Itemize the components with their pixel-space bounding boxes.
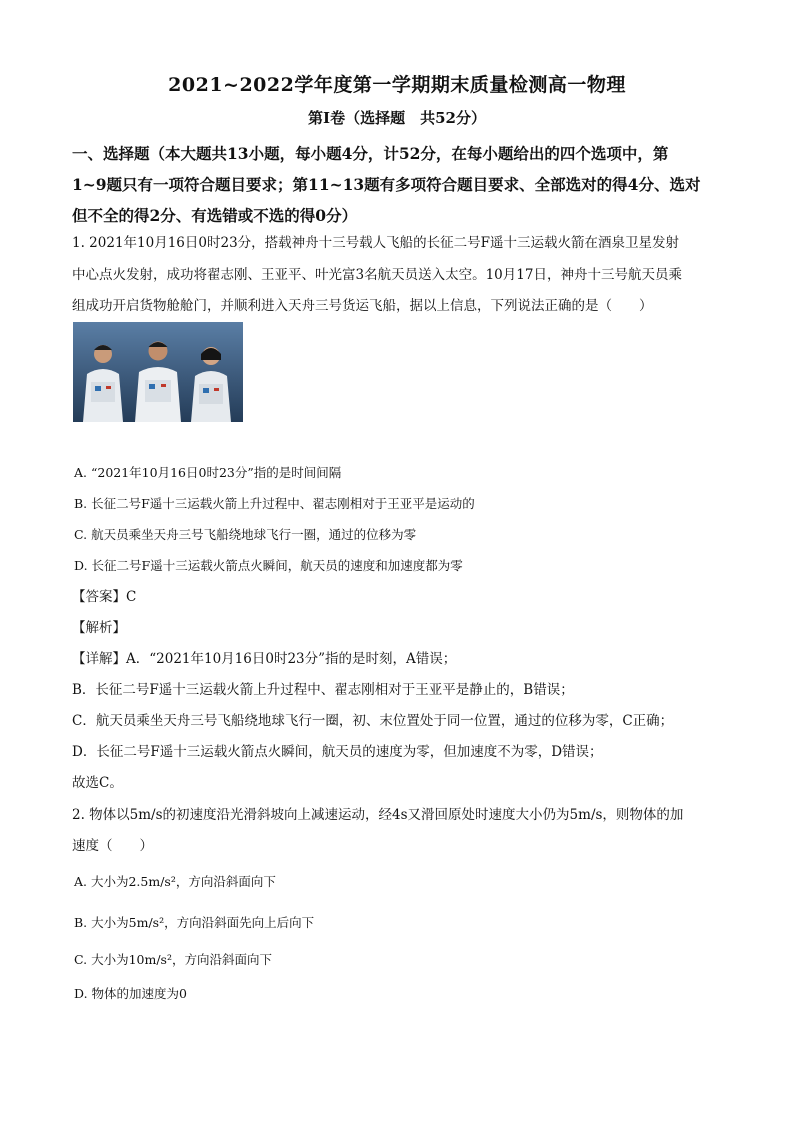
q1-explanation-line: B．长征二号F遥十三运载火箭上升过程中、翟志刚相对于王亚平是静止的，B错误； <box>72 682 574 698</box>
q1-answer: 【答案】C <box>72 589 137 605</box>
instruction-line: 但不全的得2分、有选错或不选的得0分） <box>72 206 358 225</box>
q2-option-b: B. 大小为5m/s²，方向沿斜面先向上后向下 <box>74 915 315 930</box>
page-title: 2021~2022学年度第一学期期末质量检测高一物理 <box>168 74 626 96</box>
q2-stem-line: 速度（ ） <box>72 838 153 854</box>
q1-option-d: D. 长征二号F遥十三运载火箭点火瞬间，航天员的速度和加速度都为零 <box>74 558 463 573</box>
instruction-line: 1~9题只有一项符合题目要求；第11~13题有多项符合题目要求、全部选对的得4分、选对 <box>72 175 701 194</box>
q1-stem-line: 中心点火发射，成功将翟志刚、王亚平、叶光富3名航天员送入太空。10月17日，神舟十三号航天员乘 <box>72 267 682 283</box>
q1-option-c: C. 航天员乘坐天舟三号飞船绕地球飞行一圈，通过的位移为零 <box>74 527 417 542</box>
q2-option-d: D. 物体的加速度为0 <box>74 986 187 1001</box>
q2-option-c: C. 大小为10m/s²，方向沿斜面向下 <box>74 952 272 967</box>
q1-explanation-line: 故选C。 <box>72 775 123 791</box>
q1-stem-line: 组成功开启货物舱舱门，并顺利进入天舟三号货运飞船，据以上信息，下列说法正确的是（ ） <box>72 298 653 314</box>
q1-analysis-label: 【解析】 <box>72 620 126 636</box>
section-subtitle: 第Ⅰ卷（选择题 共52分） <box>308 109 486 127</box>
astronauts-photo <box>73 322 243 422</box>
q2-option-a: A. 大小为2.5m/s²，方向沿斜面向下 <box>74 874 276 889</box>
q1-explanation-line: 【详解】A．“2021年10月16日0时23分”指的是时刻，A错误； <box>72 651 457 667</box>
instruction-line: 一、选择题（本大题共13小题，每小题4分，计52分，在每小题给出的四个选项中，第 <box>72 144 669 163</box>
q1-option-a: A. “2021年10月16日0时23分”指的是时间间隔 <box>74 465 342 480</box>
q1-explanation-line: D．长征二号F遥十三运载火箭点火瞬间，航天员的速度为零，但加速度不为零，D错误； <box>72 744 603 760</box>
q1-stem-line: 1. 2021年10月16日0时23分，搭载神舟十三号载人飞船的长征二号F遥十三运载火箭在酒泉卫星发射 <box>72 235 680 251</box>
q1-explanation-line: C．航天员乘坐天舟三号飞船绕地球飞行一圈，初、末位置处于同一位置，通过的位移为零，C正确； <box>72 713 674 729</box>
q1-option-b: B. 长征二号F遥十三运载火箭上升过程中、翟志刚相对于王亚平是运动的 <box>74 496 475 511</box>
section-instructions <box>72 138 722 231</box>
q2-stem-line: 2. 物体以5m/s的初速度沿光滑斜坡向上减速运动，经4s又滑回原处时速度大小仍为5m/s，则物体的加 <box>72 807 684 823</box>
